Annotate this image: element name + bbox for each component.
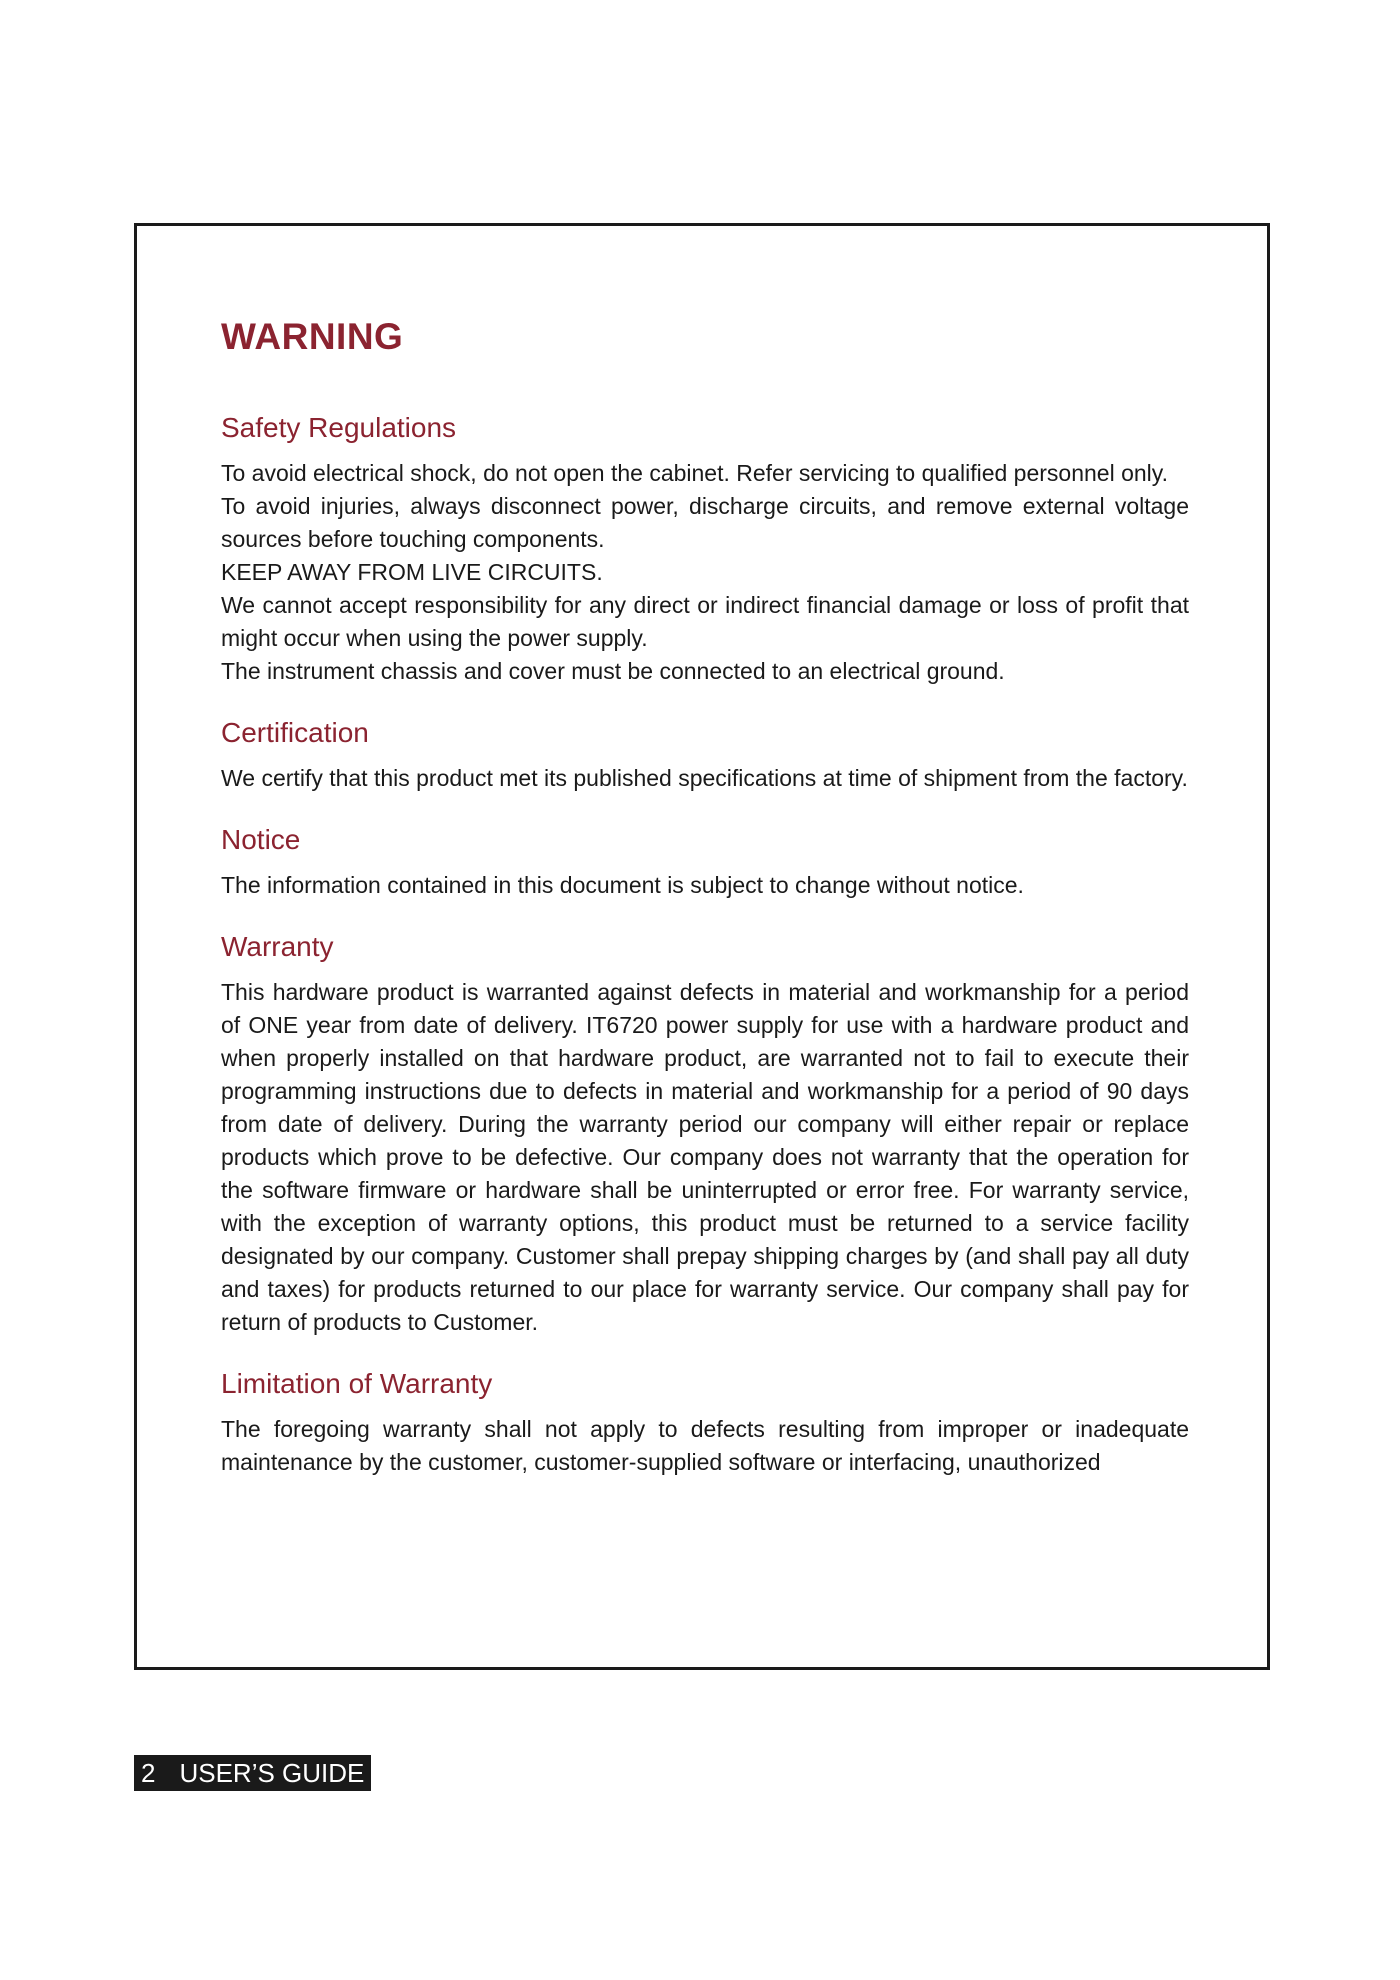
paragraph: The foregoing warranty shall not apply to defects resulting from improper or inadequate maintenance by the customer, customer-supplied software or interfacing, unauthorized xyxy=(221,1416,1189,1475)
section-warranty xyxy=(221,924,1189,1339)
section-heading: Notice xyxy=(221,824,301,855)
footer-guide-label: USER’S GUIDE xyxy=(179,1758,365,1788)
section-limitation-of-warranty xyxy=(221,1361,1189,1479)
page-number: 2 xyxy=(141,1758,156,1788)
section-heading: Certification xyxy=(221,717,369,748)
section-heading: Warranty xyxy=(221,931,334,962)
page-footer xyxy=(134,1755,371,1791)
section-heading: Limitation of Warranty xyxy=(221,1368,493,1399)
paragraph: This hardware product is warranted against defects in material and workmanship for a period of ONE year from date of delivery. IT6720 power supply for use with a hardware product and when properly installed on that hardware product, are warranted not to fail to execute their programming instructions due to defects in material and workmanship for a period of 90 days from date of delivery. During the warranty period our company will either repair or replace products which prove to be defective. Our company does not warranty that the operation for the software firmware or hardware shall be uninterrupted or error free. For warranty service, with the exception of warranty options, this product must be returned to a service facility designated by our company. Customer shall prepay shipping charges by (and shall pay all duty and taxes) for products returned to our place for warranty service. Our company shall pay for return of products to Customer. xyxy=(221,979,1189,1335)
paragraph: The information contained in this document is subject to change without notice. xyxy=(221,872,1024,898)
section-notice xyxy=(221,817,1189,902)
paragraph: We cannot accept responsibility for any direct or indirect financial damage or loss of profit that might occur when using the power supply. xyxy=(221,592,1189,651)
section-heading: Safety Regulations xyxy=(221,412,457,443)
paragraph: To avoid injuries, always disconnect power, discharge circuits, and remove external voltage sources before touching components. xyxy=(221,493,1189,552)
document-body xyxy=(221,305,1189,1501)
paragraph: KEEP AWAY FROM LIVE CIRCUITS. xyxy=(221,559,603,585)
paragraph: To avoid electrical shock, do not open the cabinet. Refer servicing to qualified personnel only. xyxy=(221,460,1168,486)
section-safety-regulations xyxy=(221,405,1189,688)
paragraph: The instrument chassis and cover must be connected to an electrical ground. xyxy=(221,658,1005,684)
page-title: WARNING xyxy=(221,316,404,357)
section-certification xyxy=(221,710,1189,795)
paragraph: We certify that this product met its published specifications at time of shipment from the factory. xyxy=(221,765,1188,791)
